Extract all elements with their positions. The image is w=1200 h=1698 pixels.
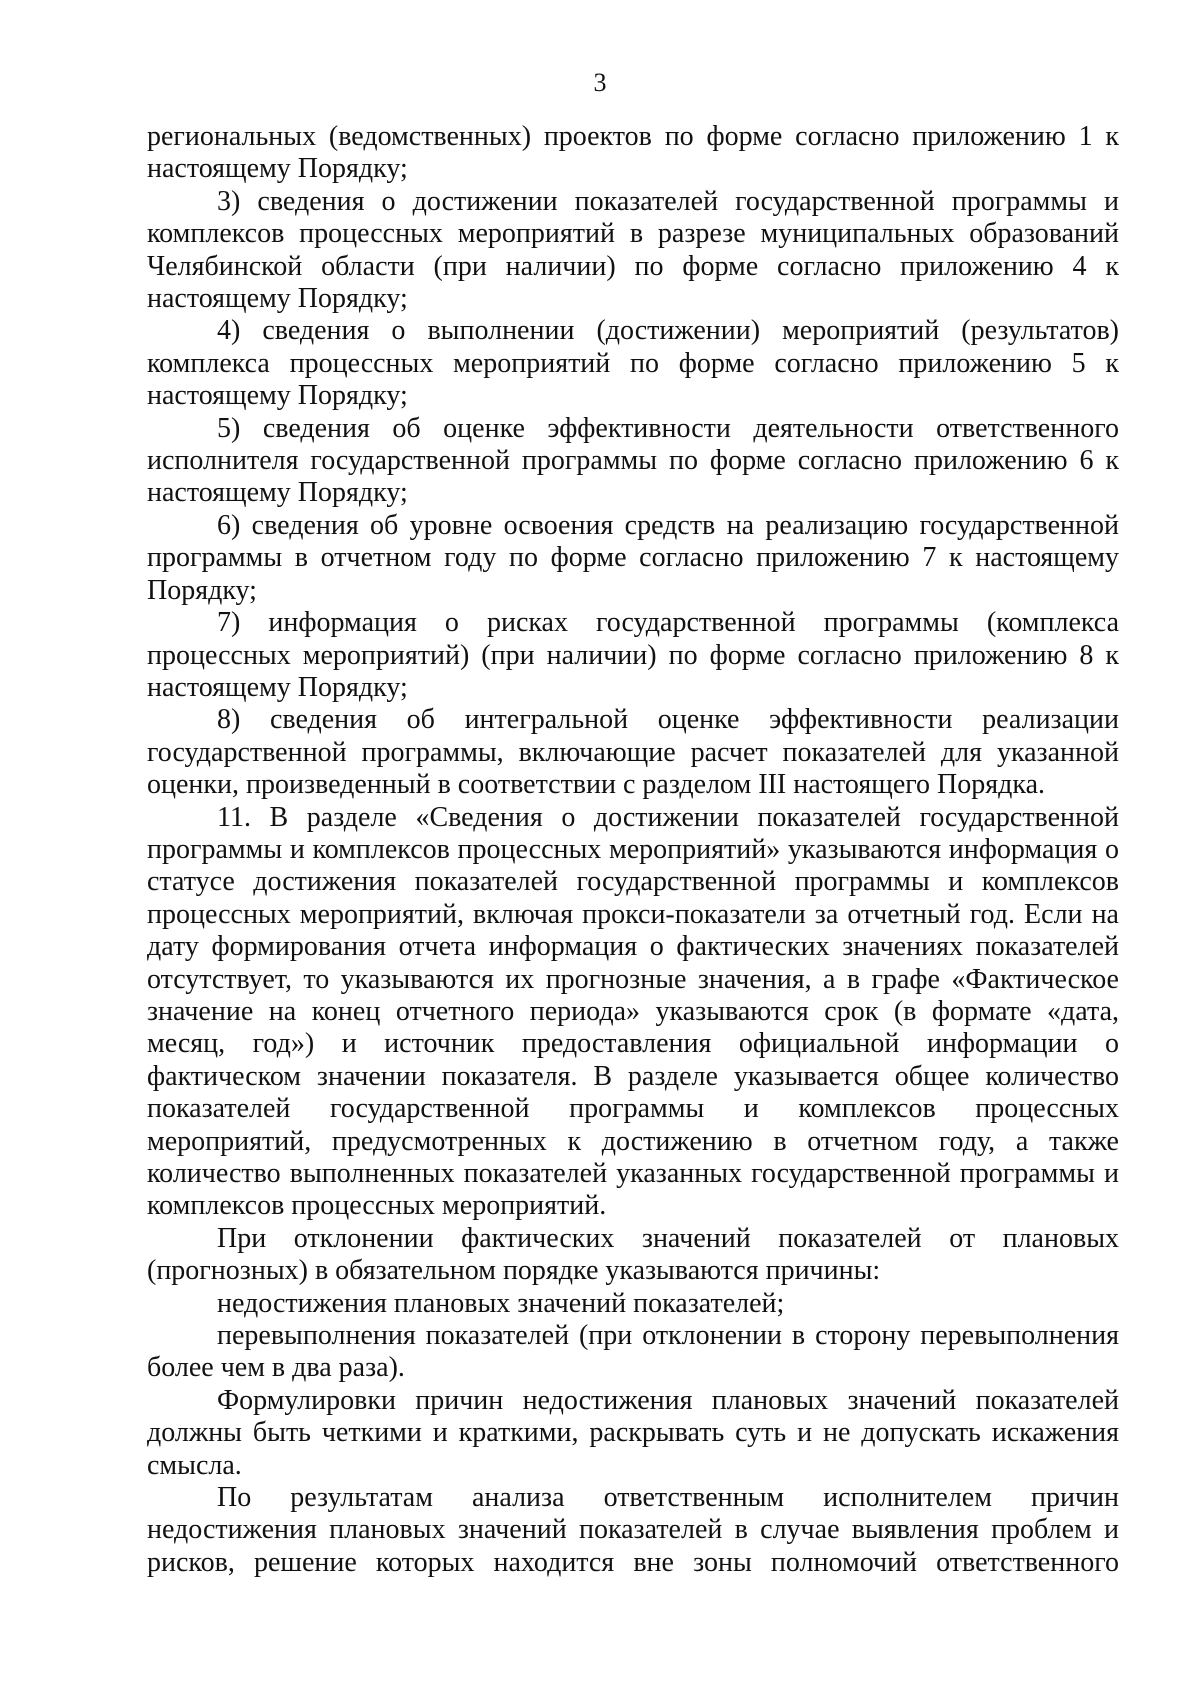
paragraph: недостижения плановых значений показателей; [217, 1287, 785, 1319]
list-item-6: 6) сведения об уровне освоения средств на реализацию государственной программы в отчетном году по форме согласно приложению 7 к настоящему Порядку; [147, 509, 1119, 606]
paragraph: перевыполнения показателей (при отклонении в сторону перевыполнения более чем в два раза). [147, 1320, 1119, 1384]
paragraph-continued: По результатам анализа ответственным исполнителем причин недостижения плановых значений показателей в случае выявления проблем и рисков, решение которых находится вне зоны полномочий ответственного [147, 1482, 1119, 1578]
list-item-8: 8) сведения об интегральной оценке эффективности реализации государственной программы, включающие расчет показателей для указанной оценки, произведенный в соответствии с разделом III настоящего Порядка. [147, 704, 1119, 801]
list-item-4: 4) сведения о выполнении (достижении) мероприятий (результатов) комплекса процессных мероприятий по форме согласно приложению 5 к настоящему Порядку; [147, 315, 1119, 412]
list-item-5: 5) сведения об оценке эффективности деятельности ответственного исполнителя государственной программы по форме согласно приложению 6 к настоящему Порядку; [147, 412, 1119, 509]
clause-11: 11. В разделе «Сведения о достижении показателей государственной программы и комплексов процессных мероприятий» указываются информация о статусе достижения показателей государственной программы и комплексов процессных мероприятий, включая прокси-показатели за отчетный год. Если на дату формирования отчета информация о фактических значениях показателей отсутствует, то указываются их прогнозные значения, а в графе «Фактическое значение на конец отчетного периода» указываются срок (в формате «дата, месяц, год») и источник предоставления официальной информации о фактическом значении показателя. В разделе указывается общее количество показателей государственной программы и комплексов процессных мероприятий, предусмотренных к достижению в отчетном году, а также количество выполненных показателей указанных государственной программы и комплексов процессных мероприятий. [147, 801, 1119, 1222]
page-number: 3 [593, 68, 607, 97]
document-body [147, 121, 1119, 1579]
paragraph: При отклонении фактических значений показателей от плановых (прогнозных) в обязательном порядке указываются причины: [147, 1222, 1119, 1287]
list-item-3: 3) сведения о достижении показателей государственной программы и комплексов процессных мероприятий в разрезе муниципальных образований Челябинской области (при наличии) по форме согласно приложению 4 к настоящему Порядку; [147, 185, 1119, 315]
list-item-7: 7) информация о рисках государственной программы (комплекса процессных мероприятий) (при наличии) по форме согласно приложению 8 к настоящему Порядку; [147, 607, 1119, 703]
paragraph: региональных (ведомственных) проектов по форме согласно приложению 1 к настоящему Порядку; [147, 121, 1119, 185]
paragraph: Формулировки причин недостижения плановых значений показателей должны быть четкими и краткими, раскрывать суть и не допускать искажения смысла. [147, 1384, 1119, 1481]
